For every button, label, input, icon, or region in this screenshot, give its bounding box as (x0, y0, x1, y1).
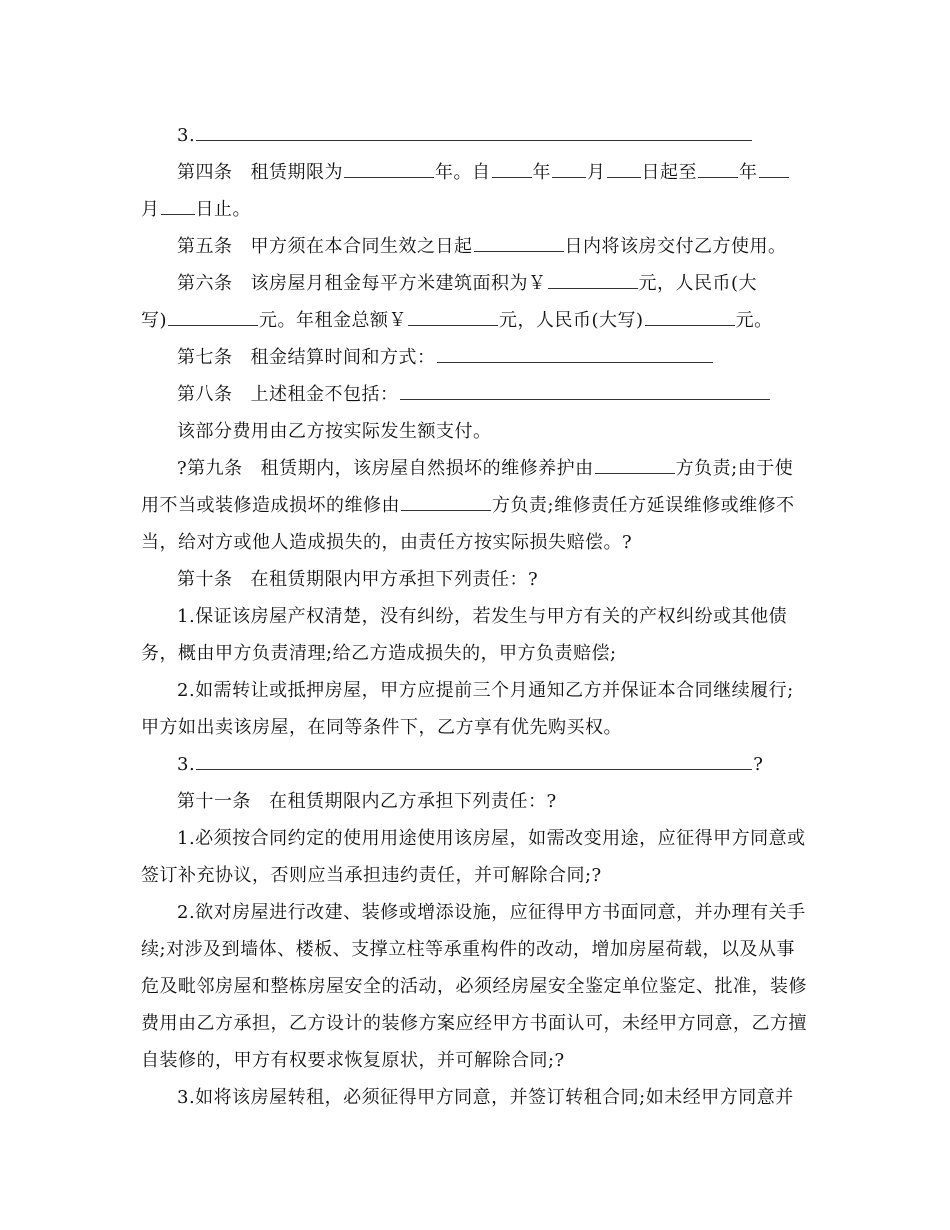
clause-5 (141, 228, 811, 265)
clause-heading: 第五条 (177, 236, 233, 257)
text: 方负责;维修责任方延误维修或维修不 (492, 495, 795, 516)
text: 写) (141, 310, 168, 331)
text: 日止。 (195, 199, 251, 220)
clause-11-item-2-cont-2: 危及毗邻房屋和整栋房屋安全的活动，必须经房屋安全鉴定单位鉴定、批准，装修 (141, 976, 807, 997)
clause-8-note: 该部分费用由乙方按实际发生额支付。 (177, 421, 492, 442)
fill-blank (168, 303, 258, 326)
fill-blank (196, 747, 752, 770)
fill-blank (759, 155, 789, 178)
text: ? (753, 754, 764, 775)
clause-heading: 第十条 (177, 569, 233, 590)
clause-10-item-1: 1.保证该房屋产权清楚，没有纠纷，若发生与甲方有关的产权纠纷或其他债 (177, 606, 788, 627)
clause-4-cont (141, 191, 811, 228)
text: 年 (739, 162, 758, 183)
fill-blank (492, 155, 532, 178)
clause-heading: 第四条 (177, 162, 233, 183)
clause-4 (141, 154, 811, 191)
fill-blank (196, 118, 752, 141)
clause-10-item-2: 2.如需转让或抵押房屋，甲方应提前三个月通知乙方并保证本合同继续履行; (177, 680, 794, 701)
fill-blank (552, 155, 586, 178)
clause-heading: ?第九条 (177, 458, 243, 479)
fill-blank (344, 155, 434, 178)
clause-11-item-1-cont: 签订补充协议，否则应当承担违约责任，并可解除合同;? (141, 865, 602, 886)
contract-body (141, 117, 811, 1116)
clause-heading: 第六条 (177, 273, 233, 294)
clause-11-item-2-cont-3: 费用由乙方承担，乙方设计的装修方案应经甲方书面认可，未经甲方同意，乙方擅 (141, 1013, 807, 1034)
text: 年 (532, 162, 551, 183)
fill-blank (401, 488, 491, 511)
fill-blank (400, 377, 770, 400)
text: 元，人民币(大写) (499, 310, 644, 331)
item-number: 3. (177, 754, 196, 775)
fill-blank (474, 229, 564, 252)
clause-11-item-1: 1.必须按合同约定的使用用途使用该房屋，如需改变用途，应征得甲方同意或 (177, 828, 806, 849)
item-number: 3. (177, 125, 196, 146)
text: 租赁期内，该房屋自然损坏的维修养护由 (260, 458, 594, 479)
text: 元，人民币(大 (638, 273, 758, 294)
clause-11-item-3: 3.如将该房屋转租，必须征得甲方同意，并签订转租合同;如未经甲方同意并 (177, 1087, 794, 1108)
clause-heading: 第十一条 (177, 791, 251, 812)
clause-10-item-1-cont: 务，概由甲方负责清理;给乙方造成损失的，甲方负责赔偿; (141, 643, 617, 664)
clause-3-item-3 (141, 117, 811, 154)
text: 日内将该房交付乙方使用。 (564, 236, 787, 257)
fill-blank (607, 155, 641, 178)
clause-7 (141, 339, 811, 376)
clause-heading: 第七条 (177, 347, 233, 368)
clause-11-item-2-cont-1: 续;对涉及到墙体、楼板、支撑立柱等承重构件的改动，增加房屋荷载，以及从事 (141, 939, 796, 960)
clause-6-cont (141, 302, 811, 339)
clause-10-item-2-cont: 甲方如出卖该房屋，在同等条件下，乙方享有优先购买权。 (141, 717, 622, 738)
fill-blank (408, 303, 498, 326)
clause-11 (141, 783, 811, 820)
clause-11-item-2-cont-4: 自装修的，甲方有权要求恢复原状，并可解除合同;? (141, 1050, 565, 1071)
text: 上述租金不包括： (250, 384, 399, 405)
fill-blank (548, 266, 638, 289)
text: 元。 (735, 310, 773, 331)
text: 在租赁期限内甲方承担下列责任：? (250, 569, 539, 590)
clause-10-item-3 (141, 746, 811, 783)
text: 在租赁期限内乙方承担下列责任：? (269, 791, 557, 812)
clause-9 (141, 450, 811, 487)
text: 元。年租金总额￥ (259, 310, 408, 331)
clause-9-end: 当，给对方或他人造成损失的，由责任方按实际损失赔偿。? (141, 532, 633, 553)
clause-6 (141, 265, 811, 302)
clause-11-item-2: 2.欲对房屋进行改建、装修或增添设施，应征得甲方书面同意，并办理有关手 (177, 902, 806, 923)
text: 用不当或装修造成损坏的维修由 (141, 495, 400, 516)
clause-9-cont (141, 487, 811, 524)
text: 年。自 (435, 162, 491, 183)
text: 该房屋月租金每平方米建筑面积为￥ (250, 273, 547, 294)
clause-10 (141, 561, 811, 598)
text: 月 (141, 199, 160, 220)
text: 方负责;由于使 (675, 458, 794, 479)
text: 租金结算时间和方式： (250, 347, 436, 368)
fill-blank (437, 340, 713, 363)
fill-blank (698, 155, 738, 178)
fill-blank (595, 451, 675, 474)
clause-heading: 第八条 (177, 384, 233, 405)
fill-blank (645, 303, 735, 326)
text: 租赁期限为 (250, 162, 343, 183)
clause-8 (141, 376, 811, 413)
text: 日起至 (641, 162, 697, 183)
fill-blank (161, 192, 195, 215)
text: 甲方须在本合同生效之日起 (250, 236, 473, 257)
text: 月 (587, 162, 606, 183)
